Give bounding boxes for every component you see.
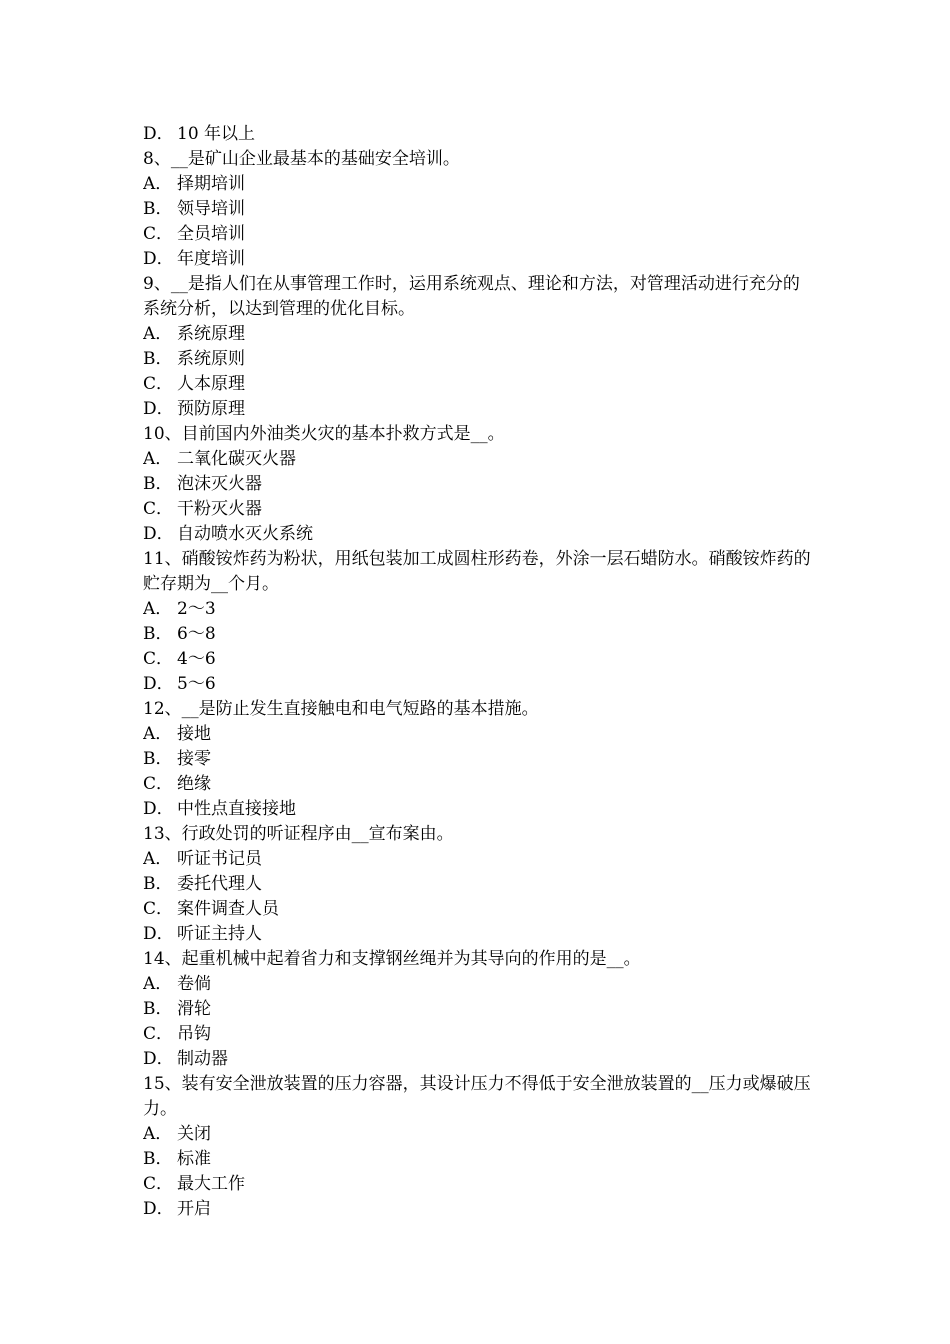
answer-option <box>143 772 811 797</box>
option-letter: B． <box>143 349 173 369</box>
option-text: 泡沫灭火器 <box>177 474 262 494</box>
option-text: 自动喷水灭火系统 <box>177 524 313 544</box>
answer-option <box>143 322 811 347</box>
option-letter: B． <box>143 749 173 769</box>
option-text: 人本原理 <box>177 374 245 394</box>
answer-option <box>143 847 811 872</box>
option-text: 滑轮 <box>177 999 211 1019</box>
option-letter: C． <box>143 374 174 394</box>
option-text: 4～6 <box>177 649 216 669</box>
answer-option <box>143 397 811 422</box>
option-text: 中性点直接接地 <box>177 799 296 819</box>
answer-option <box>143 622 811 647</box>
option-letter: B． <box>143 1149 173 1169</box>
answer-option <box>143 722 811 747</box>
option-letter: D． <box>143 799 174 819</box>
question-stem: 14、起重机械中起着省力和支撑钢丝绳并为其导向的作用的是__。 <box>143 949 641 969</box>
option-text: 预防原理 <box>177 399 245 419</box>
answer-option <box>143 1047 811 1072</box>
answer-option <box>143 222 811 247</box>
answer-option <box>143 1197 811 1222</box>
question-stem: 8、__是矿山企业最基本的基础安全培训。 <box>143 149 460 169</box>
option-letter: B． <box>143 624 173 644</box>
option-text: 听证主持人 <box>177 924 262 944</box>
answer-option <box>143 472 811 497</box>
option-letter: C． <box>143 899 174 919</box>
option-text: 干粉灭火器 <box>177 499 262 519</box>
answer-option <box>143 447 811 472</box>
answer-option <box>143 347 811 372</box>
option-letter: A． <box>143 599 173 619</box>
answer-option <box>143 897 811 922</box>
option-text: 听证书记员 <box>177 849 262 869</box>
question-stem: 11、硝酸铵炸药为粉状，用纸包装加工成圆柱形药卷，外涂一层石蜡防水。硝酸铵炸药的贮存期为__个月。 <box>143 549 811 594</box>
option-letter: B． <box>143 199 173 219</box>
question-stem: 12、__是防止发生直接触电和电气短路的基本措施。 <box>143 699 539 719</box>
option-text: 卷倘 <box>177 974 211 994</box>
answer-option <box>143 1022 811 1047</box>
option-letter: D． <box>143 1049 174 1069</box>
answer-option <box>143 172 811 197</box>
answer-option <box>143 747 811 772</box>
option-text: 年度培训 <box>177 249 245 269</box>
option-text: 绝缘 <box>177 774 211 794</box>
option-text: 6～8 <box>177 624 216 644</box>
answer-option <box>143 972 811 997</box>
document-page <box>143 122 811 1222</box>
option-text: 吊钩 <box>177 1024 211 1044</box>
option-letter: D． <box>143 124 174 144</box>
question-stem: 15、装有安全泄放装置的压力容器，其设计压力不得低于安全泄放装置的__压力或爆破压力。 <box>143 1074 811 1119</box>
option-letter: A． <box>143 174 173 194</box>
option-text: 5～6 <box>177 674 216 694</box>
option-letter: C． <box>143 649 174 669</box>
question-stem: 13、行政处罚的听证程序由__宣布案由。 <box>143 824 454 844</box>
option-letter: A． <box>143 724 173 744</box>
option-text: 择期培训 <box>177 174 245 194</box>
question-stem: 10、目前国内外油类火灾的基本扑救方式是__。 <box>143 424 505 444</box>
option-text: 二氧化碳灭火器 <box>177 449 296 469</box>
option-letter: A． <box>143 449 173 469</box>
answer-option <box>143 1147 811 1172</box>
answer-option <box>143 197 811 222</box>
answer-option <box>143 922 811 947</box>
option-text: 关闭 <box>177 1124 211 1144</box>
option-letter: D． <box>143 249 174 269</box>
option-letter: A． <box>143 1124 173 1144</box>
option-text: 最大工作 <box>177 1174 245 1194</box>
option-letter: D． <box>143 524 174 544</box>
option-letter: C． <box>143 1174 174 1194</box>
option-text: 全员培训 <box>177 224 245 244</box>
option-letter: B． <box>143 474 173 494</box>
option-letter: B． <box>143 999 173 1019</box>
option-letter: A． <box>143 849 173 869</box>
answer-option <box>143 1122 811 1147</box>
option-text: 系统原则 <box>177 349 245 369</box>
answer-option <box>143 647 811 672</box>
question-stem: 9、__是指人们在从事管理工作时，运用系统观点、理论和方法，对管理活动进行充分的系统分析，以达到管理的优化目标。 <box>143 274 800 319</box>
answer-option <box>143 797 811 822</box>
option-text: 接零 <box>177 749 211 769</box>
answer-option <box>143 872 811 897</box>
option-text: 2～3 <box>177 599 216 619</box>
answer-option <box>143 1172 811 1197</box>
option-letter: B． <box>143 874 173 894</box>
option-letter: A． <box>143 974 173 994</box>
option-letter: C． <box>143 499 174 519</box>
option-letter: D． <box>143 1199 174 1219</box>
option-text: 开启 <box>177 1199 211 1219</box>
answer-option <box>143 597 811 622</box>
option-letter: D． <box>143 674 174 694</box>
option-text: 案件调查人员 <box>177 899 279 919</box>
answer-option <box>143 522 811 547</box>
option-letter: A． <box>143 324 173 344</box>
option-text: 10 年以上 <box>177 124 256 144</box>
option-letter: D． <box>143 399 174 419</box>
option-text: 领导培训 <box>177 199 245 219</box>
option-letter: C． <box>143 224 174 244</box>
answer-option <box>143 247 811 272</box>
option-text: 系统原理 <box>177 324 245 344</box>
answer-option <box>143 997 811 1022</box>
option-text: 接地 <box>177 724 211 744</box>
option-letter: C． <box>143 774 174 794</box>
option-text: 委托代理人 <box>177 874 262 894</box>
answer-option <box>143 672 811 697</box>
option-letter: C． <box>143 1024 174 1044</box>
answer-option <box>143 372 811 397</box>
answer-option <box>143 122 811 147</box>
option-text: 制动器 <box>177 1049 228 1069</box>
option-text: 标准 <box>177 1149 211 1169</box>
answer-option <box>143 497 811 522</box>
option-letter: D． <box>143 924 174 944</box>
